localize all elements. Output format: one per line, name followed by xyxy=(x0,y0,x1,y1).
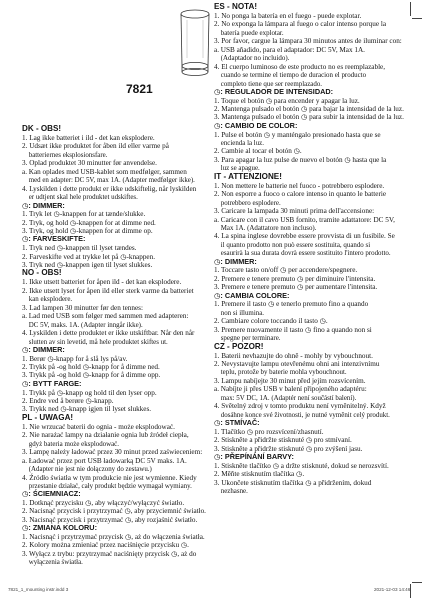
instruction-line: 3. Para apagar la luz pulse de nuevo el botón ◷ hasta que la xyxy=(214,155,387,164)
instruction-line: 4. El cuerpo luminoso de este producto no es reemplazable, xyxy=(214,62,386,71)
instruction-line: gdyż bateria może eksplodować. xyxy=(28,439,119,448)
instruction-line: a. Lad med USB som følger med sammen med adapteren: xyxy=(22,312,189,321)
crop-mark xyxy=(412,582,422,583)
instruction-line: 1. Nacisnąć i przytrzymać przycisk ◷, aż do włączenia światła. xyxy=(22,532,205,541)
subsection-heading: ◷: BYTT FARGE: xyxy=(22,378,82,388)
section-heading: PL - UWAGA! xyxy=(22,412,74,422)
instruction-line: 1. Non mettere le batterie nel fuoco - potrebbero esplodere. xyxy=(214,181,385,190)
instruction-line: 3. Lampę należy ładować przez 30 minut przed zaświeceniem: xyxy=(22,448,203,457)
instruction-line: 1. Dotknąć przycisku ◷, aby włączyć/wyłączyć światło. xyxy=(22,499,185,507)
instruction-line: er udtjent skal hele produktet udskiftes. xyxy=(28,193,138,202)
instruction-line: 1. Toccare tasto on/off ◷ per accendere/spegnere. xyxy=(214,266,358,275)
instruction-line: 1. Tryk let ◷-knappen for at tænde/slukke. xyxy=(22,210,146,219)
instruction-line: 1. Ikke utsett batteriet for åpen ild - det kan eksplodere. xyxy=(22,278,182,287)
instruction-line: 1. Lag ikke batteriet i ild - det kan eksplodere. xyxy=(22,133,155,142)
subsection-heading: ◷: CAMBIA COLORE: xyxy=(214,290,290,300)
instruction-line: 2. Farveskifte ved at trykke let på ◷-knappen. xyxy=(22,252,156,261)
instruction-line: 2. Mantenga pulsado el botón ◷ para bajar la intensidad de la luz. xyxy=(214,105,404,114)
instruction-line: 2. Non esporre a fuoco o calore intenso in quanto le batterie xyxy=(214,190,387,199)
section-heading: NO - OBS! xyxy=(22,268,62,278)
instruction-line: 1. Premere il tasto ◷ e tenerlo premuto fino a quando xyxy=(214,300,369,309)
instruction-line: 2. Nevystavujte lampu otevřenému ohni ani intenzivnímu xyxy=(214,359,380,368)
instruction-line: a. Kan oplades med USB-kablet som medfølger, sammen xyxy=(22,167,187,176)
subsection-heading: ◷: DIMMER: xyxy=(22,344,65,354)
subsection-heading: ◷: ZMIANA KOLORU: xyxy=(22,523,97,533)
instruction-line: 3. Ukončete stisknutím tlačítka ◷ a přidržením, dokud xyxy=(214,478,372,487)
instruction-line: DC 5V, maks. 1A. (Adapter inngår ikke). xyxy=(28,320,143,329)
instruction-line: a. USB añadido, para el adaptador: DC 5V, Max 1A. xyxy=(214,45,365,54)
subsection-heading: ◷: CAMBIO DE COLOR: xyxy=(214,120,298,130)
instruction-line: 2. Ikke utsett lyset for åpen ild eller sterk varme da batteriet xyxy=(22,286,194,295)
instruction-line: 3. Mantenga pulsado el botón ◷ para subir la intensidad de la luz. xyxy=(214,113,404,122)
instruction-line: 2. Premere e tenere premuto ◷ per diminuire l'intensita. xyxy=(214,274,376,283)
instruction-line: encienda la luz. xyxy=(220,138,264,147)
instruction-line: 1. Tryk ned ◷-knappen til lyset tændes. xyxy=(22,244,137,253)
section-heading: CZ - POZOR! xyxy=(214,341,264,351)
instruction-line: 2. No exponga la lámpara al fuego o calor intenso porque la xyxy=(214,20,387,29)
instruction-line: 3. Trykk på -og hold ◷-knapp for å dimme opp. xyxy=(22,371,161,380)
instruction-line: 2. Stiskněte a přidržte stisknuté ◷ pro stmívaní. xyxy=(214,436,352,445)
instruction-line: 2. Trykk på -og hold ◷-knapp for å dimme ned. xyxy=(22,363,160,372)
instruction-line: 3. Caricare la lampada 30 minuti prima dell'accensione: xyxy=(214,207,375,216)
footer-file-info: 7821_1_mounting instr.indd 3 xyxy=(8,587,69,592)
instruction-line: (Adaptador no incluido). xyxy=(220,54,290,63)
instruction-line: 1. Toque el botón ◷ para encender y apagar la luz. xyxy=(214,96,360,105)
instruction-line: nezhasne. xyxy=(220,487,248,496)
instruction-line: kan eksplodere. xyxy=(28,295,73,304)
instruction-line: 1. Stiskněte tlačítko ◷ a držte stisknuté, dokud se nerozsvítí. xyxy=(214,461,389,470)
instruction-line: 2. Udsæt ikke produktet for åben ild eller varme på xyxy=(22,142,169,151)
instruction-line: batería puede explotar. xyxy=(220,28,284,37)
instruction-line: 1. Pulse el botón ◷ y manténgalo presionado hasta que se xyxy=(214,130,381,139)
instruction-line: a. Nabíjte ji přes USB v balení připojeného adaptéru: xyxy=(214,385,367,394)
instruction-line: med en adapter: DC 5V, max 1A. (Adapter medfølger ikke). xyxy=(28,176,195,185)
instruction-line: (Adapter nie jest nie dołączony do zestawu.) xyxy=(28,465,152,474)
subsection-heading: ◷: DIMMER: xyxy=(22,200,65,210)
instruction-line: 4. La spina inglese dovrebbe essere provvista di un fusibile. Se xyxy=(214,232,395,241)
instruction-line: 2. Nacisnąć przycisk i przytrzymać ◷, aby przyciemnić światło. xyxy=(22,507,206,516)
instruction-line: 2. Endre ved å berøre ◷-knapp. xyxy=(22,396,114,405)
instruction-line: wyłączenia światła. xyxy=(28,558,83,567)
instruction-line: 1. No ponga la batería en el fuego - puede explotar. xyxy=(214,11,362,20)
instruction-line: 3. Premere e tenere premuto ◷ per aumentare l'intensita. xyxy=(214,283,378,292)
instruction-line: batteriernes eksplosionsfare. xyxy=(28,150,108,159)
crop-mark xyxy=(412,18,422,19)
instruction-line: teplu, protože by baterie mohla vybouchnout. xyxy=(220,368,347,377)
instruction-line: 3. Nacisnąć przycisk i przytrzymać ◷, aby rozjaśnić światło. xyxy=(22,515,198,524)
model-number: 7821 xyxy=(126,82,153,96)
instruction-line: 3. Lampu nabíjejte 30 minut před jejím rozsvícením. xyxy=(214,376,366,385)
instruction-line: 1. Nie wrzucać baterii do ognia - może eksplodować. xyxy=(22,422,175,431)
subsection-heading: ◷: REGULADOR DE INTENSIDAD: xyxy=(214,86,334,96)
instruction-line: 2. Cambiare colore toccando il tasto ◷. xyxy=(214,317,328,326)
instruction-line: max: 5V DC, 1A. (Adaptér není součástí balení). xyxy=(220,393,357,402)
instruction-line: przestanie działać, cały produkt będzie wymagał wymiany. xyxy=(28,481,192,490)
section-heading: ES - NOTA! xyxy=(214,2,258,11)
instruction-line: completo tiene que ser reemplazado. xyxy=(220,79,323,88)
instruction-line: cuando se termine el tiempo de duracion el producto xyxy=(220,71,367,80)
instruction-line: 3. Trykk ned ◷-knapp igjen til lyset slukkes. xyxy=(22,405,152,414)
instruction-line: 3. Lad lampen 30 minutter før den tennes: xyxy=(22,303,143,312)
instruction-line: 3. Premere nuovamente il tasto ◷ fino a quando non si xyxy=(214,325,372,334)
instruction-line: luz se apague. xyxy=(220,164,260,173)
subsection-heading: ◷: DIMMER: xyxy=(214,256,257,266)
instruction-line: spegne per terminare. xyxy=(220,334,281,343)
subsection-heading: ◷: STMÍVAČ: xyxy=(214,418,260,428)
subsection-heading: ◷: PŘEPÍNÁNÍ BARVY: xyxy=(214,452,294,462)
instruction-line: 2. Tryk, og hold ◷-knappen for at dimme ned. xyxy=(22,218,156,227)
instruction-line: 3. Por favor, cargue la lámpara 30 minutos antes de iluminar con: xyxy=(214,37,402,46)
instruction-line: 1. Tlačítko ◷ pro rozsvícení/zhasnutí. xyxy=(214,427,324,436)
left-column-body xyxy=(22,125,206,567)
subsection-heading: ◷: ŚCIEMNIACZ: xyxy=(22,489,81,499)
instruction-line: 3. Tryk, og hold ◷-knappen for at dimme op. xyxy=(22,227,153,236)
instruction-line: 4. Źródło światła w tym produkcie nie jest wymienne. Kiedy xyxy=(22,473,197,482)
instruction-line: a. Ładować przez port USB ładowarką DC 5V maks. 1A. xyxy=(22,456,187,465)
section-heading: DK - OBS! xyxy=(22,124,62,133)
instruction-line: 4. Lyskilden i dette produktet er ikke utskiftbar. Når den når xyxy=(22,329,195,338)
instruction-line: 3. Wyłącz z trybu: przytrzymać naciśnięty przycisk ◷, aż do xyxy=(22,549,197,558)
instruction-line: a. Caricare con il cavo USB fornito, tramite adattatore: DC 5V, xyxy=(214,215,395,224)
instruction-line: 2. Cambie al tocar el botón ◷. xyxy=(214,147,302,156)
instruction-line: 4. Lyskilden i dette produkt er ikke udskiftelig, når lyskilden xyxy=(22,184,197,193)
instruction-line: non si illumina. xyxy=(220,308,265,317)
instruction-line: 3. Oplad produktet 30 minutter før anvendelse. xyxy=(22,159,157,168)
subsection-heading: ◷: FARVESKIFTE: xyxy=(22,234,86,244)
instruction-line: dosáhne konce své životnosti, je nutné vyměnit celý produkt. xyxy=(220,410,390,419)
instruction-line: 4. Světelný zdroj v tomto produktu není vyměnitelný. Když xyxy=(214,402,386,411)
footer-date: 2021-12-03 14:46 xyxy=(374,587,411,592)
section-heading: IT - ATTENZIONE! xyxy=(214,171,282,181)
instruction-line: 3. Tryk ned ◷-knappen igen til lyset slukkes. xyxy=(22,260,153,269)
instruction-line: 1. Berør ◷-knapp for å slå lys på/av. xyxy=(22,354,128,363)
instruction-line: 1. Baterii nevhazujte do ohně - mohly by vybouchnout. xyxy=(214,351,373,360)
instruction-line: slutten av sin levetid, må hele produktet skiftes ut. xyxy=(28,337,168,346)
instruction-line: potrebbero esplodere. xyxy=(220,198,281,207)
crop-mark xyxy=(410,2,411,16)
right-column-body xyxy=(214,3,404,495)
instruction-line: 2. Měňte stisknutím tlačítka ◷. xyxy=(214,470,305,479)
instruction-line: 2. Kolory można zmieniać przez naciśnięcie przycisku ◷. xyxy=(22,541,189,550)
instruction-line: il quanto prodotto non può essere sostituita, quando si xyxy=(220,240,371,249)
instruction-line: esaurirà la sua durata dovrà essere sostituito l'intero prodotto. xyxy=(220,249,391,258)
instruction-line: 2. Nie narażać lampy na działanie ognia lub źródeł ciepła, xyxy=(22,431,189,440)
lamp-illustration xyxy=(179,8,211,78)
instruction-line: Max 1A. (Adattatore non incluso). xyxy=(220,223,317,232)
instruction-line: 1. Trykk på ◷-knapp og hold til den lyser opp. xyxy=(22,388,157,397)
instruction-line: 3. Stiskněte a přidržte stisknuté ◷ pro zvýšení jasu. xyxy=(214,444,363,453)
